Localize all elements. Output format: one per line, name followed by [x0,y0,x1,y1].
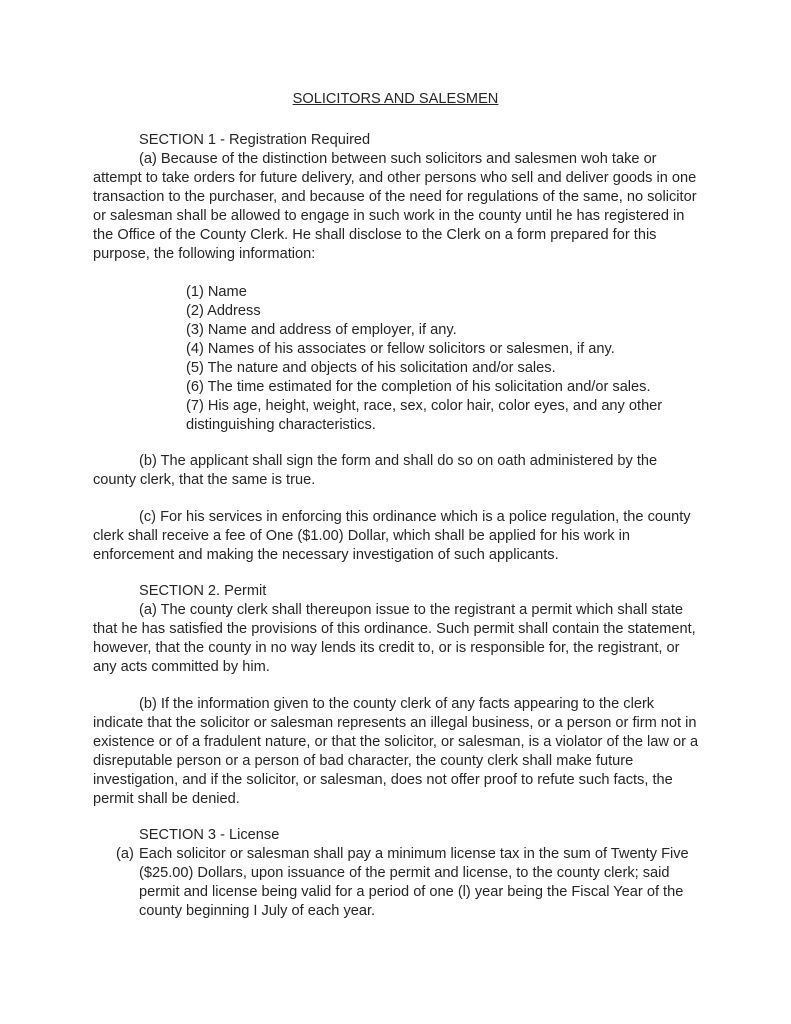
section-3-heading: SECTION 3 - License [139,827,280,843]
paragraph-label: (a) [116,846,134,862]
section-3-paragraph-a [116,845,706,921]
section-2-heading: SECTION 2. Permit [139,583,267,599]
section-1-paragraph-a: (a) Because of the distinction between such solicitors and salesmen woh take or attempt to take orders for future delivery, and other persons who sell and deliver goods in one transaction to the purchaser, and because of the need for regulations of the same, no solicitor or salesman shall be allowed to engage in such work in the county until he has registered in the Office of the County Clerk. He shall disclose to the Clerk on a form prepared for this purpose, the following information: [93,151,697,262]
list-item: (6) The time estimated for the completion of his solicitation and/or sales. [186,379,651,395]
section-1-paragraph-c: (c) For his services in enforcing this ordinance which is a police regulation, the county clerk shall receive a fee of One ($1.00) Dollar, which shall be applied for his work in enforcement and making the necessary investigation of such applicants. [93,509,691,563]
list-item: (3) Name and address of employer, if any. [186,322,457,338]
list-item: (7) His age, height, weight, race, sex, color hair, color eyes, and any other distinguishing characteristics. [186,398,663,433]
list-item: (5) The nature and objects of his solicitation and/or sales. [186,360,556,376]
section-1-heading: SECTION 1 - Registration Required [139,132,371,148]
list-item: (1) Name [186,284,247,300]
paragraph-text: Each solicitor or salesman shall pay a minimum license tax in the sum of Twenty Five ($25.00) Dollars, upon issuance of the permit and license, to the county clerk; said permit and license being valid for a period of one (l) year being the Fiscal Year of the county beginning I July of each year. [139,846,689,919]
list-item: (4) Names of his associates or fellow solicitors or salesmen, if any. [186,341,615,357]
disclosure-list [186,283,706,435]
document-title: SOLICITORS AND SALESMEN [292,91,499,107]
section-1-paragraph-b: (b) The applicant shall sign the form and shall do so on oath administered by the county clerk, that the same is true. [93,453,658,488]
list-item: (2) Address [186,303,261,319]
section-2-paragraph-a: (a) The county clerk shall thereupon issue to the registrant a permit which shall state that he has satisfied the provisions of this ordinance. Such permit shall contain the statement, however, that the county in no way lends its credit to, or is responsible for, the registrant, or any acts committed by him. [93,602,696,675]
section-2-paragraph-b: (b) If the information given to the county clerk of any facts appearing to the clerk indicate that the solicitor or salesman represents an illegal business, or a person or firm not in existence or of a fradulent nature, or that the solicitor, or salesman, is a violator of the law or a disreputable person or a person of bad character, the county clerk shall make future investigation, and if the solicitor, or salesman, does not offer proof to refute such facts, the permit shall be denied. [93,696,699,807]
